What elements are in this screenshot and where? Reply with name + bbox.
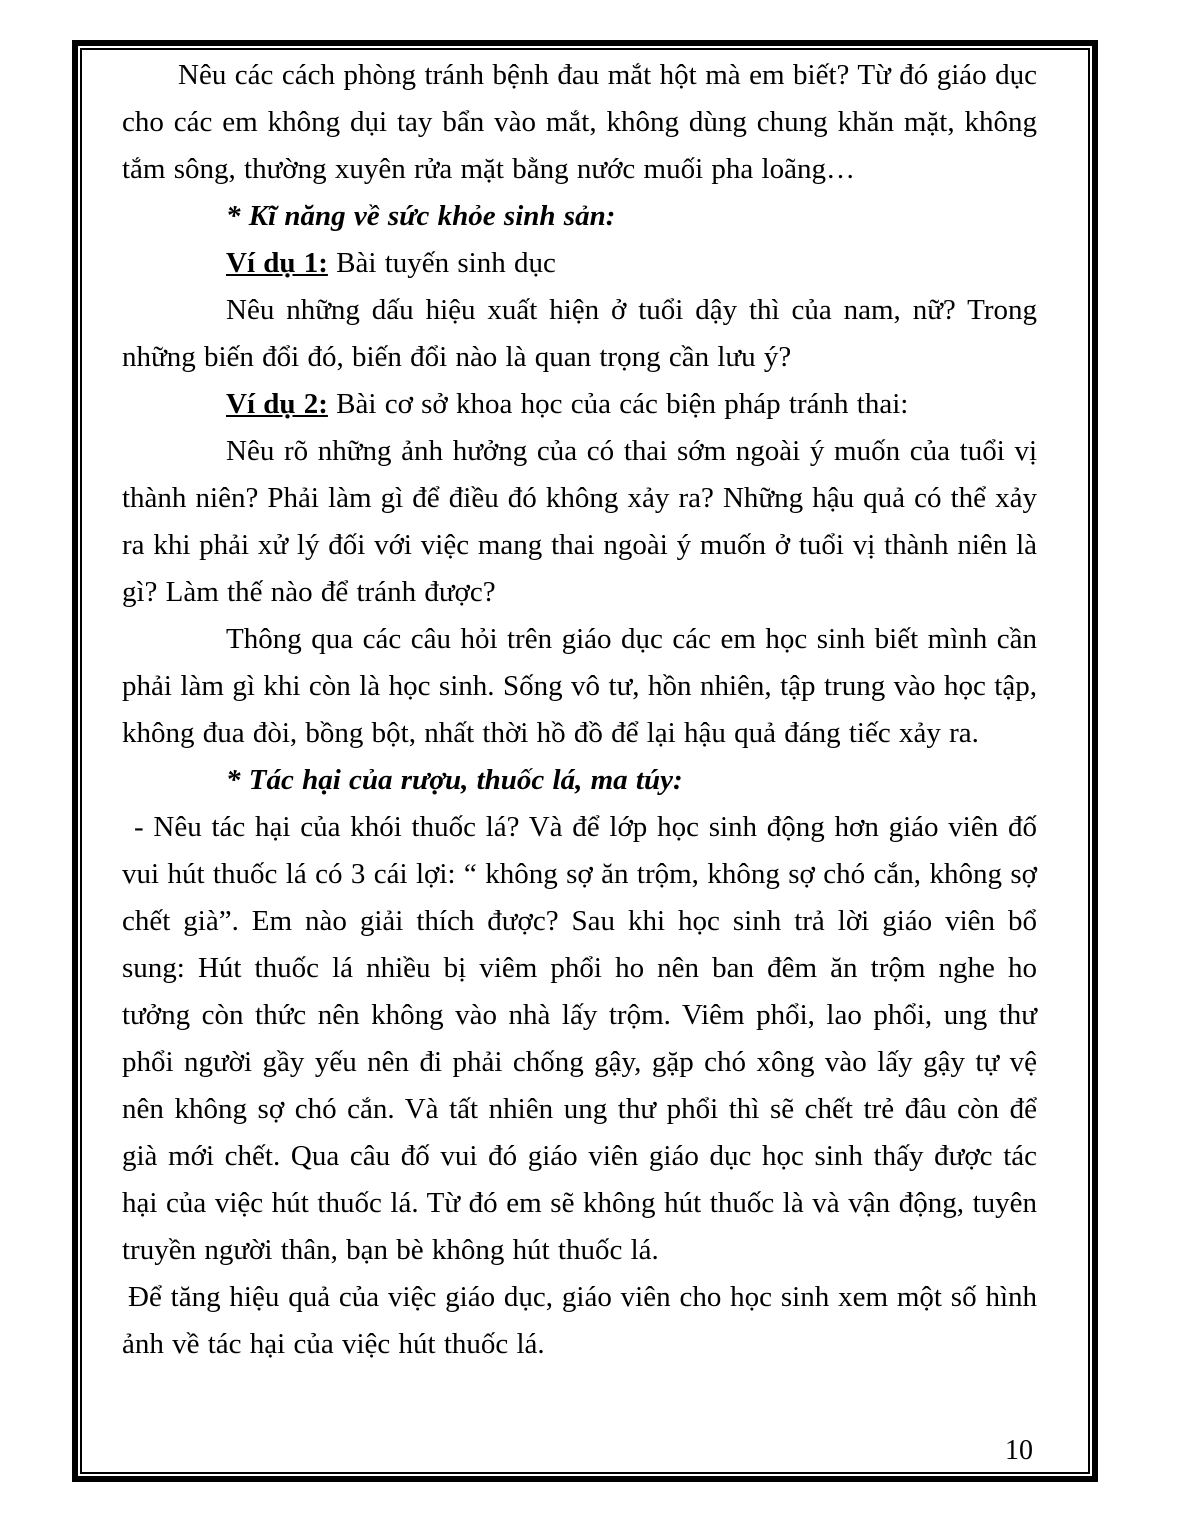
example2-label: Ví dụ 2: xyxy=(226,388,328,420)
paragraph-tobacco-harm: - Nêu tác hại của khói thuốc lá? Và để lớp học sinh động hơn giáo viên đố vui hút thuốc lá có 3 cái lợi: “ không sợ ăn trộm, không sợ chó cắn, không sợ chết già”. Em nào giải thích được? Sau khi học sinh trả lời giáo viên bổ sung: Hút thuốc lá nhiều bị viêm phổi ho nên ban đêm ăn trộm nghe ho tưởng còn thức nên không vào nhà lấy trộm. Viêm phổi, lao phổi, ung thư phổi người gầy yếu nên đi phải chống gậy, gặp chó xông vào lấy gậy tự vệ nên không sợ chó cắn. Và tất nhiên ung thư phổi thì sẽ chết trẻ đâu còn để già mới chết. Qua câu đố vui đó giáo viên giáo dục học sinh thấy được tác hại của việc hút thuốc lá. Từ đó em sẽ không hút thuốc là và vận động, tuyên truyền người thân, bạn bè không hút thuốc lá. xyxy=(122,811,1037,1266)
page-border-inner xyxy=(80,48,1090,1474)
page-border-frame xyxy=(72,40,1098,1482)
paragraph-example2-question: Nêu rõ những ảnh hưởng của có thai sớm ngoài ý muốn của tuổi vị thành niên? Phải làm gì để điều đó không xảy ra? Những hậu quả có thể xảy ra khi phải xử lý đối với việc mang thai ngoài ý muốn ở tuổi vị thành niên là gì? Làm thế nào để tránh được? xyxy=(122,435,1037,608)
paragraph-example2 xyxy=(122,381,1037,428)
page-number: 10 xyxy=(1005,1435,1033,1466)
example2-text: Bài cơ sở khoa học của các biện pháp tránh thai: xyxy=(327,388,909,420)
example1-label: Ví dụ 1: xyxy=(226,247,328,279)
heading-harm-alcohol-tobacco-drugs: * Tác hại của rượu, thuốc lá, ma túy: xyxy=(226,764,683,796)
example1-text: Bài tuyến sinh dục xyxy=(327,247,556,279)
paragraph-eye-disease-intro: Nêu các cách phòng tránh bệnh đau mắt hột mà em biết? Từ đó giáo dục cho các em không dụi tay bẩn vào mắt, không dùng chung khăn mặt, không tắm sông, thường xuyên rửa mặt bằng nước muối pha loãng… xyxy=(122,59,1037,185)
paragraph-conclusion: Thông qua các câu hỏi trên giáo dục các em học sinh biết mình cần phải làm gì khi còn là học sinh. Sống vô tư, hồn nhiên, tập trung vào học tập, không đua đòi, bồng bột, nhất thời hồ đồ để lại hậu quả đáng tiếc xảy ra. xyxy=(122,623,1037,749)
paragraph-example1 xyxy=(122,240,1037,287)
paragraph-example1-question: Nêu những dấu hiệu xuất hiện ở tuổi dậy thì của nam, nữ? Trong những biến đổi đó, biến đổi nào là quan trọng cần lưu ý? xyxy=(122,294,1037,373)
heading-reproductive-health-skills: * Kĩ năng về sức khỏe sinh sản: xyxy=(226,200,616,232)
paragraph-show-images: Để tăng hiệu quả của việc giáo dục, giáo viên cho học sinh xem một số hình ảnh về tác hại của việc hút thuốc lá. xyxy=(122,1281,1037,1360)
page-content xyxy=(122,52,1037,1368)
